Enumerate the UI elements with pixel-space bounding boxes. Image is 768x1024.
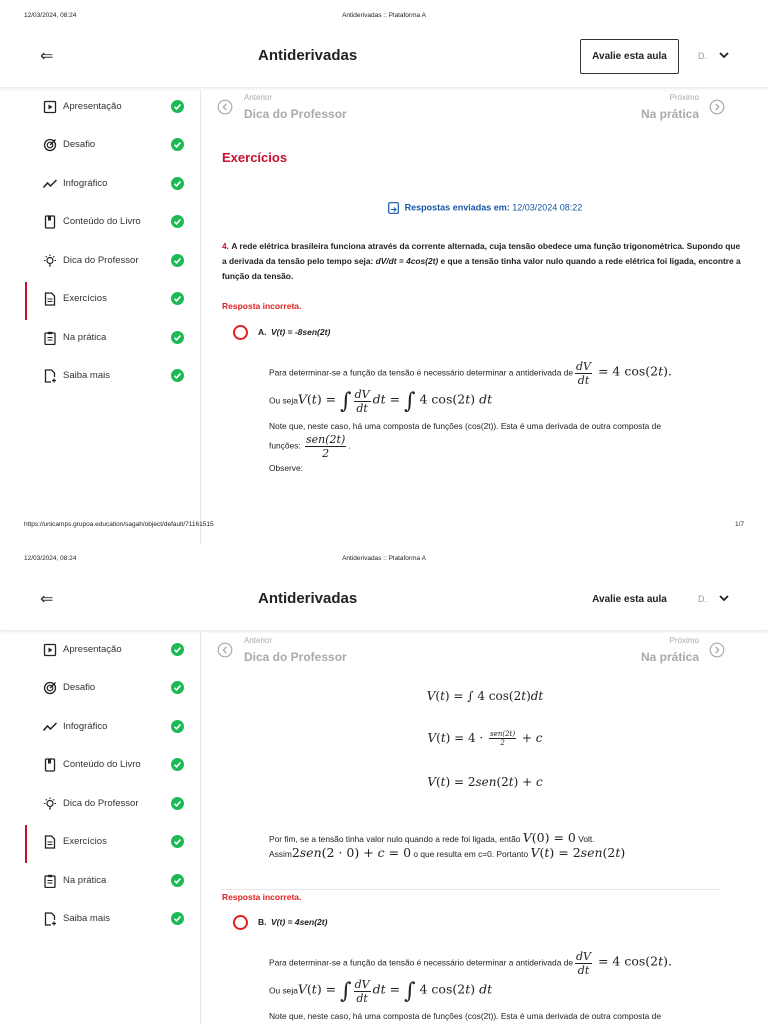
check-circle-icon <box>171 681 184 694</box>
explanation-intro: Para determinar-se a função da tensão é necessário determinar a antiderivada de <box>269 957 574 968</box>
sidebar-item-infografico[interactable] <box>0 167 200 205</box>
sidebar-item-label: Saiba mais <box>63 370 110 381</box>
option-text: V(t) = -8sen(2t) <box>271 327 331 337</box>
file-plus-icon <box>43 369 57 383</box>
check-circle-icon <box>171 254 184 267</box>
sidebar-item-label: Na prática <box>63 875 107 886</box>
sidebar-item-conteudo-livro[interactable] <box>0 748 200 786</box>
sidebar-item-na-pratica[interactable] <box>0 864 200 902</box>
sidebar-item-conteudo-livro[interactable] <box>0 205 200 243</box>
sidebar-item-label: Conteúdo do Livro <box>63 216 141 227</box>
target-icon <box>43 138 57 152</box>
print-datetime: 12/03/2024, 08:24 <box>24 555 77 562</box>
question-body: A rede elétrica brasileira funciona através da corrente alternada, cuja tensão obedece uma função trigonométrica. Supondo que a derivada da tensão pelo tempo seja: <box>222 241 741 266</box>
derivative-value: = 4 cos(2t). <box>594 953 673 969</box>
chevron-down-icon[interactable] <box>718 592 730 604</box>
print-url: https://unicamps.grupoa.education/sagah/object/default/71161515 <box>24 521 214 528</box>
document-icon <box>43 835 57 849</box>
next-lesson-link[interactable]: Na prática <box>640 650 699 664</box>
user-initial[interactable]: D. <box>698 594 707 604</box>
sidebar-item-label: Infográfico <box>63 721 108 732</box>
equation-step-1: V(t) = ∫ 4 cos(2t)dt <box>426 689 544 703</box>
check-circle-icon <box>171 835 184 848</box>
sidebar-item-saiba-mais[interactable] <box>0 359 200 397</box>
menu-collapse-icon[interactable]: ⇐ <box>40 48 54 65</box>
question-formula: dV/dt = 4cos(2t) <box>375 256 439 266</box>
prev-label: Anterior <box>244 636 273 645</box>
next-label: Próximo <box>669 636 699 645</box>
radio-button[interactable] <box>233 325 248 340</box>
sidebar-item-label: Exercícios <box>63 293 107 304</box>
explanation-conclusion: Por fim, se a tensão tinha valor nulo quando a rede foi ligada, então V(0) = 0 Volt. Assim2sen(2 · 0) + c = 0 o que resulta em c=0. Portanto V(t) = 2sen(2t) <box>269 830 626 860</box>
integral-equation: V <box>297 981 307 997</box>
check-circle-icon <box>171 797 184 810</box>
derivative-fraction: $\frac{dV}{dt}$ <box>576 360 592 387</box>
check-circle-icon <box>171 720 184 733</box>
page-title: Antiderivadas <box>258 590 358 607</box>
explanation-note: Note que, neste caso, há uma composta de funções (cos(2t)). Esta é uma derivada de outra composta de <box>269 1011 661 1021</box>
chevron-right-circle-icon[interactable] <box>709 642 725 658</box>
check-circle-icon <box>171 369 184 382</box>
observe-label: Observe: <box>269 463 303 473</box>
sidebar-item-desafio[interactable] <box>0 128 200 166</box>
next-label: Próximo <box>669 93 699 102</box>
print-doc-title: Antiderivadas :: Plataforma A <box>342 12 426 19</box>
top-bar <box>0 36 768 88</box>
explanation-b: Para determinar-se a função da tensão é necessário determinar a antiderivada de $\frac{dV}{dt}$ = 4 cos(2t). Ou sejaV(t) = ∫ $\frac{dV}{dt}$ dt = ∫ 4 cos(2t) dt Note que, neste caso, há uma composta de funções (cos(2t)). Esta é uma derivada de outra composta de <box>269 950 673 1021</box>
sidebar-item-exercicios[interactable] <box>0 825 200 863</box>
rate-lesson-button[interactable]: Avalie esta aula <box>592 594 667 605</box>
print-header <box>0 555 768 565</box>
radio-button[interactable] <box>233 915 248 930</box>
ou-seja-label: Ou seja <box>269 395 298 406</box>
sidebar-item-label: Apresentação <box>63 644 122 655</box>
check-circle-icon <box>171 331 184 344</box>
check-circle-icon <box>171 100 184 113</box>
trend-line-icon <box>43 720 57 734</box>
assim-label: Assim <box>269 849 292 859</box>
clipboard-icon <box>43 331 57 345</box>
book-icon <box>43 758 57 772</box>
sidebar-item-label: Infográfico <box>63 178 108 189</box>
check-circle-icon <box>171 874 184 887</box>
check-circle-icon <box>171 758 184 771</box>
clipboard-icon <box>43 874 57 888</box>
option-letter: A. <box>258 327 267 337</box>
print-doc-title: Antiderivadas :: Plataforma A <box>342 555 426 562</box>
top-bar <box>0 579 768 631</box>
menu-collapse-icon[interactable]: ⇐ <box>40 591 54 608</box>
sidebar-item-label: Exercícios <box>63 836 107 847</box>
user-initial[interactable]: D. <box>698 51 707 61</box>
sent-datetime: 12/03/2024 08:22 <box>512 202 583 213</box>
derivative-fraction: $\frac{dV}{dt}$ <box>576 950 592 977</box>
active-indicator <box>25 825 27 863</box>
sidebar-item-na-pratica[interactable] <box>0 321 200 359</box>
sidebar-item-label: Na prática <box>63 332 107 343</box>
question-text <box>222 239 744 284</box>
final-text-2: o que resulta em c=0. Portanto <box>413 849 529 859</box>
active-indicator <box>25 282 27 320</box>
option-letter: B. <box>258 917 267 927</box>
sidebar-item-label: Apresentação <box>63 101 122 112</box>
option-text: V(t) = 4sen(2t) <box>271 917 328 927</box>
check-circle-icon <box>171 912 184 925</box>
main-content <box>202 633 768 1024</box>
chevron-left-circle-icon[interactable] <box>217 99 233 115</box>
print-page-2 <box>0 543 768 1024</box>
play-square-icon <box>43 643 57 657</box>
prev-label: Anterior <box>244 93 273 102</box>
funcoes-label: funções: <box>269 440 303 451</box>
check-circle-icon <box>171 177 184 190</box>
sidebar-item-label: Dica do Professor <box>63 255 139 266</box>
final-text-1: Por fim, se a tensão tinha valor nulo quando a rede foi ligada, então <box>269 834 521 844</box>
sidebar-item-apresentacao[interactable] <box>0 633 200 671</box>
print-datetime: 12/03/2024, 08:24 <box>24 12 77 19</box>
sidebar-item-dica-professor[interactable] <box>0 787 200 825</box>
lightbulb-icon <box>43 797 57 811</box>
section-title: Exercícios <box>222 150 288 165</box>
lesson-nav <box>202 90 768 130</box>
lesson-nav <box>202 633 768 673</box>
question-body-end: e que a tensão tinha valor nulo quando a rede elétrica foi ligada, encontre a função da tensão. <box>222 256 741 281</box>
page-title: Antiderivadas <box>258 47 358 64</box>
book-icon <box>43 215 57 229</box>
lightbulb-icon <box>43 254 57 268</box>
ou-seja-label: Ou seja <box>269 985 298 996</box>
equation-step-3: V(t) = 2sen(2t) + c <box>427 775 543 789</box>
integral-equation: V <box>297 391 307 407</box>
rate-lesson-button[interactable]: Avalie esta aula <box>580 39 679 74</box>
check-circle-icon <box>171 292 184 305</box>
sidebar-item-saiba-mais[interactable] <box>0 902 200 940</box>
question-number: 4. <box>222 241 229 251</box>
answer-status: Resposta incorreta. <box>222 301 302 311</box>
composite-fraction: $\frac{\text{sen(2t)}}{2}$ <box>306 433 346 460</box>
document-sent-icon <box>388 202 399 214</box>
sidebar-item-desafio[interactable] <box>0 671 200 709</box>
explanation-a: Para determinar-se a função da tensão é necessário determinar a antiderivada de $\frac{dV}{dt}$ = 4 cos(2t). Ou sejaV(t) = ∫ $\frac{dV}{dt}$ dt = ∫ 4 cos(2t) dt Note que, neste caso, há uma composta de funções (cos(2t)). Esta é uma derivada de outra composta de funções: $\frac{\text{sen(2t)}}{2}$ . Observe: <box>269 360 673 473</box>
check-circle-icon <box>171 643 184 656</box>
trend-line-icon <box>43 177 57 191</box>
sidebar-item-apresentacao[interactable] <box>0 90 200 128</box>
equation-step-2: V(t) = 4 · $\frac{\text{sen(2t)}}{2}$ + c <box>427 730 543 747</box>
sidebar-item-dica-professor[interactable] <box>0 244 200 282</box>
explanation-intro: Para determinar-se a função da tensão é necessário determinar a antiderivada de <box>269 367 574 378</box>
sidebar-item-label: Desafio <box>63 682 96 693</box>
volt-label: Volt. <box>578 834 595 844</box>
sidebar-item-label: Dica do Professor <box>63 798 139 809</box>
chevron-right-circle-icon[interactable] <box>709 99 725 115</box>
document-icon <box>43 292 57 306</box>
sidebar-item-exercicios[interactable] <box>0 282 200 320</box>
explanation-note: Note que, neste caso, há uma composta de funções (cos(2t)). Esta é uma derivada de outra composta de <box>269 421 661 431</box>
file-plus-icon <box>43 912 57 926</box>
answers-sent-info <box>202 202 768 214</box>
main-content <box>202 90 768 543</box>
print-header <box>0 12 768 22</box>
check-circle-icon <box>171 138 184 151</box>
prev-lesson-link[interactable]: Dica do Professor <box>244 650 347 664</box>
play-square-icon <box>43 100 57 114</box>
prev-lesson-link[interactable]: Dica do Professor <box>244 107 347 121</box>
next-lesson-link[interactable]: Na prática <box>640 107 699 121</box>
sidebar-item-label: Conteúdo do Livro <box>63 759 141 770</box>
sidebar-item-label: Desafio <box>63 139 96 150</box>
answer-status: Resposta incorreta. <box>222 892 302 902</box>
check-circle-icon <box>171 215 184 228</box>
derivative-value: = 4 cos(2t). <box>594 363 673 379</box>
sidebar-item-infografico[interactable] <box>0 710 200 748</box>
target-icon <box>43 681 57 695</box>
sidebar <box>0 633 201 1024</box>
print-page-number: 1/7 <box>734 521 744 528</box>
sidebar-item-label: Saiba mais <box>63 913 110 924</box>
sent-label: Respostas enviadas em: <box>404 202 510 213</box>
sidebar <box>0 90 201 543</box>
chevron-down-icon[interactable] <box>718 49 730 61</box>
divider <box>222 889 720 890</box>
chevron-left-circle-icon[interactable] <box>217 642 233 658</box>
